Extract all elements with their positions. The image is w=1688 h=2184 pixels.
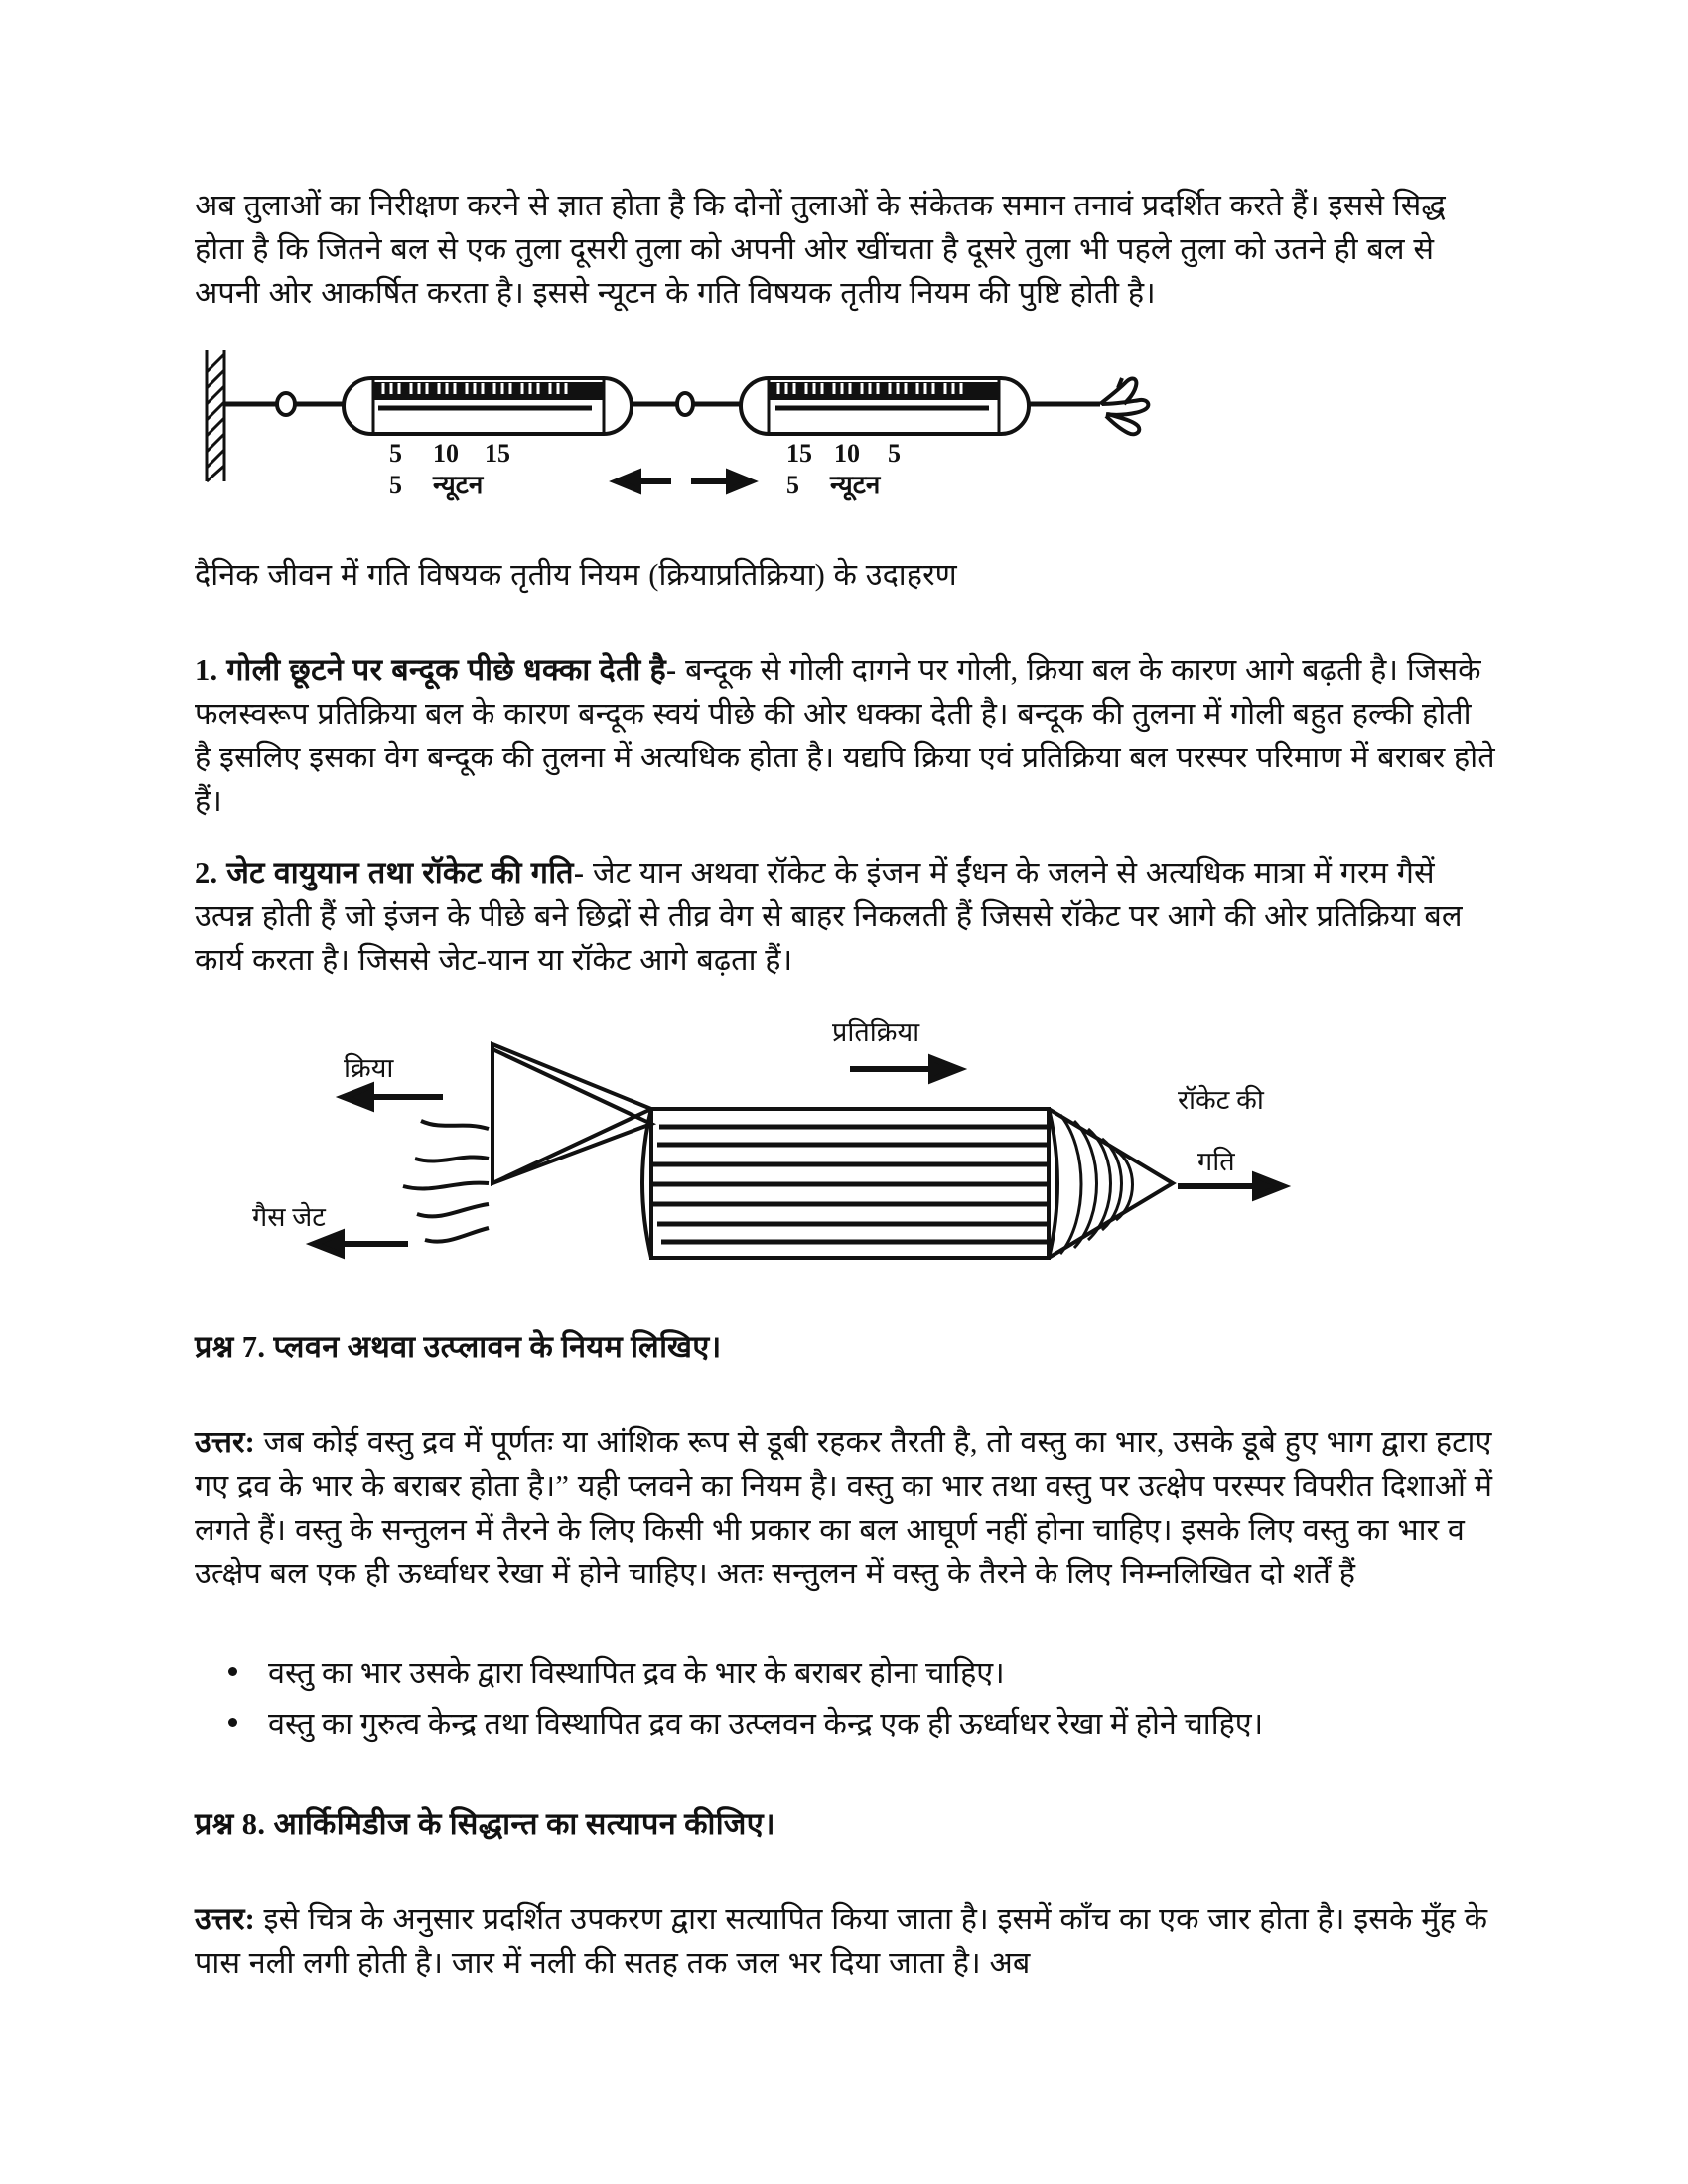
left-scale-ticks: 5 [389, 439, 402, 468]
svg-text:5: 5 [786, 471, 799, 499]
label-reaction: प्रतिक्रिया [832, 1018, 920, 1047]
example-2 [195, 851, 1495, 982]
hook-icon [277, 393, 295, 415]
svg-text:न्यूटन: न्यूटन [830, 471, 881, 499]
answer-body-8: इसे चित्र के अनुसार प्रदर्शित उपकरण द्वारा सत्यापित किया जाता है। इसमें काँच का एक जार होता है। इसके मुँह के पास नली लगी होती है। जार में नली की सतह तक जल भर दिया जाता है। अब [195, 1902, 1488, 1979]
example-1 [195, 648, 1495, 823]
svg-text:10: 10 [433, 439, 459, 468]
gas-jet-icon [403, 1121, 489, 1242]
condition-2-text: वस्तु का गुरुत्व केन्द्र तथा विस्थापित द्रव का उत्प्लवन केन्द्र एक ही ऊर्ध्वाधर रेखा में होने चाहिए। [268, 1707, 1264, 1741]
spacer [195, 1297, 1495, 1325]
question-7-heading: प्रश्न 7. प्लवन अथवा उत्प्लावन के नियम लिखिए। [195, 1330, 722, 1364]
example-2-body: जेट यान अथवा रॉकेट के इंजन में ईंधन के जलने से अत्यधिक मात्रा में गरम गैसें उत्पन्न होती हैं जो इंजन के पीछे बने छिद्रों से तीव्र वेग से बाहर निकलती हैं जिससे रॉकेट पर आगे की ओर प्रतिक्रिया बल कार्य करता है। जिससे जेट-यान या रॉकेट आगे बढ़ता हैं। [195, 856, 1463, 977]
label-gas-jet: गैस जेट [252, 1202, 326, 1232]
svg-text:5: 5 [888, 439, 901, 468]
spacer [195, 315, 1495, 342]
svg-text:न्यूटन: न्यूटन [433, 471, 484, 499]
spacer [195, 982, 1495, 1010]
answer-label-8: उत्तर: [195, 1902, 255, 1936]
question-8-answer [195, 1897, 1495, 1984]
example-2-title: जेट वायुयान तथा रॉकेट की गति- [226, 856, 585, 889]
reaction-arrow [850, 1058, 959, 1080]
left-spring-balance [344, 378, 632, 434]
rocket-stripes [651, 1127, 1047, 1242]
floating-conditions-list [195, 1647, 1495, 1750]
nose-cone-lines [1060, 1115, 1133, 1254]
example-1-number: 1. [195, 653, 218, 687]
intro-paragraph: अब तुलाओं का निरीक्षण करने से ज्ञात होता है कि दोनों तुलाओं के संकेतक समान तनावं प्रदर्शित करते हैं। इससे सिद्ध होता है कि जितने बल से एक तुला दूसरी तुला को अपनी ओर खींचता है दूसरे तुला भी पहले तुला को उतने ही बल से अपनी ओर आकर्षित करता है। इससे न्यूटन के गति विषयक तृतीय नियम की पुष्टि होती है। [195, 189, 1446, 310]
example-2-number: 2. [195, 856, 218, 889]
rocket-illustration [195, 1010, 1307, 1297]
gas-jet-arrow [314, 1233, 408, 1255]
rocket-figure [195, 1010, 1307, 1297]
answer-label-7: उत्तर: [195, 1426, 255, 1459]
condition-1-text: वस्तु का भार उसके द्वारा विस्थापित द्रव के भार के बराबर होना चाहिए। [268, 1656, 1005, 1690]
question-7-answer [195, 1421, 1495, 1595]
spacer [195, 1369, 1495, 1421]
hand-icon [1100, 378, 1148, 434]
spacer [195, 501, 1495, 553]
spacer [195, 597, 1495, 648]
example-1-title: गोली छूटने पर बन्दूक पीछे धक्का देती है- [226, 653, 677, 687]
rocket-motion-arrow [1178, 1175, 1283, 1197]
label-rocket-motion-2: गति [1197, 1147, 1235, 1176]
spacer [195, 1845, 1495, 1897]
svg-text:10: 10 [834, 439, 860, 468]
svg-text:5: 5 [389, 471, 402, 499]
svg-text:15: 15 [485, 439, 510, 468]
answer-body-7: जब कोई वस्तु द्रव में पूर्णतः या आंशिक रूप से डूबी रहकर तैरती है, तो वस्तु का भार, उसके डूबे हुए भाग द्वारा हटाए गए द्रव के भार के बराबर होता है।” यही प्लवने का नियम है। वस्तु का भार तथा वस्तु पर उत्क्षेप परस्पर विपरीत दिशाओं में लगते हैं। वस्तु के सन्तुलन में तैरने के लिए किसी भी प्रकार का बल आघूर्ण नहीं होना चाहिए। इसके लिए वस्तु का भार व उत्क्षेप बल एक ही ऊर्ध्वाधर रेखा में होने चाहिए। अतः सन्तुलन में वस्तु के तैरने के लिए निम्नलिखित दो शर्तें हैं [195, 1426, 1493, 1590]
bullet-icon [228, 1718, 237, 1727]
examples-heading: दैनिक जीवन में गति विषयक तृतीय नियम (क्रियाप्रतिक्रिया) के उदाहरण [195, 558, 957, 592]
force-arrows [617, 473, 751, 490]
list-item [268, 1699, 1495, 1750]
svg-text:15: 15 [786, 439, 812, 468]
spring-balance-figure [195, 342, 1168, 501]
middle-ring-icon [677, 393, 693, 415]
spacer [195, 1595, 1495, 1647]
example-1-body: बन्दूक से गोली दागने पर गोली, क्रिया बल के कारण आगे बढ़ती है। जिसके फलस्वरूप प्रतिक्रिया बल के कारण बन्दूक स्वयं पीछे की ओर धक्का देती है। बन्दूक की तुलना में गोली बहुत हल्की होती है इसलिए इसका वेग बन्दूक की तुलना में अत्यधिक होता है। यद्यपि क्रिया एवं प्रतिक्रिया बल परस्पर परिमाण में बराबर होते हैं। [195, 653, 1495, 818]
spacer [195, 823, 1495, 851]
page-content [195, 184, 1495, 1984]
list-item [268, 1647, 1495, 1699]
right-spring-balance [741, 378, 1029, 434]
spacer [195, 1750, 1495, 1802]
spring-balance-illustration [195, 342, 1168, 501]
bullet-icon [228, 1667, 237, 1676]
label-action: क्रिया [344, 1053, 394, 1083]
question-8-heading: प्रश्न 8. आर्किमिडीज के सिद्धान्त का सत्यापन कीजिए। [195, 1807, 775, 1841]
label-rocket-motion-1: रॉकेट की [1178, 1085, 1264, 1115]
action-arrow [344, 1086, 443, 1108]
wall-icon [207, 350, 224, 481]
